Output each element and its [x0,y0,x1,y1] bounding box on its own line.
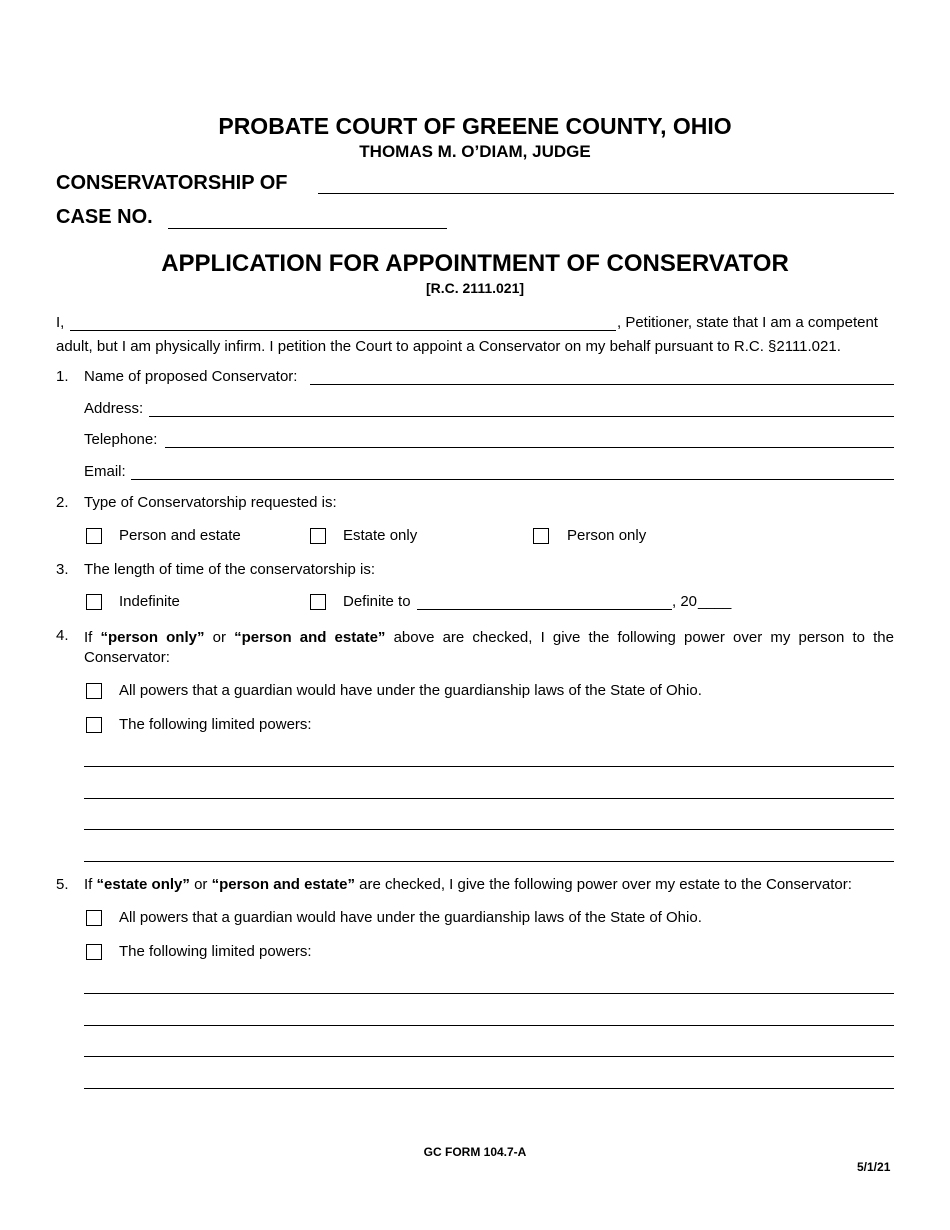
section4-line2: Conservator: [84,649,170,666]
section5-or: or [194,876,208,893]
estate-all-powers-label: All powers that a guardian would have under the guardianship laws of the State of Ohio. [119,909,702,926]
person-limited-powers-checkbox[interactable] [86,717,102,733]
section5-term1: “estate only” [96,876,190,893]
section2-text: Type of Conservatorship requested is: [84,494,337,511]
email-label: Email: [84,463,126,480]
estate-limited-powers-line[interactable] [84,1056,894,1057]
section1-number: 1. [56,368,69,385]
definite-label: Definite to [343,593,411,610]
intro-line2: adult, but I am physically infirm. I petition the Court to appoint a Conservator on my behalf pursuant to R.C. §2111.021. [56,338,841,355]
revision-date: 5/1/21 [857,1160,891,1174]
section4-rest: above are checked, I give the following power over my person to the [393,629,894,646]
judge-name: THOMAS M. O’DIAM, JUDGE [359,142,591,161]
definite-date-field[interactable] [417,609,672,610]
estate-only-checkbox[interactable] [310,528,326,544]
person-all-powers-checkbox[interactable] [86,683,102,699]
person-limited-powers-line[interactable] [84,861,894,862]
section3-text: The length of time of the conservatorship is: [84,561,375,578]
section3-number: 3. [56,561,69,578]
person-limited-powers-label: The following limited powers: [119,716,312,733]
form-number: GC FORM 104.7-A [423,1145,527,1159]
address-field[interactable] [149,416,894,417]
section5-line1 [84,876,852,893]
year-prefix: , 20 [672,593,698,610]
conservator-name-label: Name of proposed Conservator: [84,368,298,385]
petitioner-name-field[interactable] [70,330,616,331]
address-label: Address: [84,400,144,417]
section5-rest: are checked, I give the following power over my estate to the Conservator: [359,876,852,893]
year-field[interactable]: ____ [698,593,732,610]
person-and-estate-label: Person and estate [119,527,241,544]
conservatorship-label: CONSERVATORSHIP OF [56,172,288,194]
court-title: PROBATE COURT OF GREENE COUNTY, OHIO [218,113,732,139]
estate-limited-powers-line[interactable] [84,1025,894,1026]
conservatorship-of-field[interactable] [318,193,894,194]
section4-if: If [84,629,93,646]
person-and-estate-checkbox[interactable] [86,528,102,544]
person-limited-powers-line[interactable] [84,798,894,799]
intro-line1-suffix: , Petitioner, state that I am a competent [617,314,878,331]
person-only-checkbox[interactable] [533,528,549,544]
section5-term2: “person and estate” [211,876,355,893]
intro-prefix: I, [56,314,65,331]
estate-limited-powers-line[interactable] [84,993,894,994]
case-no-label: CASE NO. [56,206,153,228]
estate-all-powers-checkbox[interactable] [86,910,102,926]
telephone-label: Telephone: [84,431,158,448]
indefinite-checkbox[interactable] [86,594,102,610]
conservator-name-field[interactable] [310,384,894,385]
section5-number: 5. [56,876,69,893]
telephone-field[interactable] [165,447,894,448]
estate-limited-powers-label: The following limited powers: [119,943,312,960]
section4-line1 [84,627,894,649]
section2-number: 2. [56,494,69,511]
section5-if: If [84,876,93,893]
statute-reference: [R.C. 2111.021] [425,280,525,296]
person-only-label: Person only [567,527,647,544]
indefinite-label: Indefinite [119,593,180,610]
estate-limited-powers-line[interactable] [84,1088,894,1089]
section4-term1: “person only” [100,629,205,646]
definite-checkbox[interactable] [310,594,326,610]
person-limited-powers-line[interactable] [84,829,894,830]
person-limited-powers-line[interactable] [84,766,894,767]
case-no-field[interactable] [168,228,447,229]
section4-or: or [212,629,226,646]
email-field[interactable] [131,479,894,480]
estate-only-label: Estate only [343,527,418,544]
section4-number: 4. [56,627,69,644]
section4-term2: “person and estate” [234,629,386,646]
person-all-powers-label: All powers that a guardian would have under the guardianship laws of the State of Ohio. [119,682,702,699]
estate-limited-powers-checkbox[interactable] [86,944,102,960]
form-title: APPLICATION FOR APPOINTMENT OF CONSERVATOR [161,250,789,277]
